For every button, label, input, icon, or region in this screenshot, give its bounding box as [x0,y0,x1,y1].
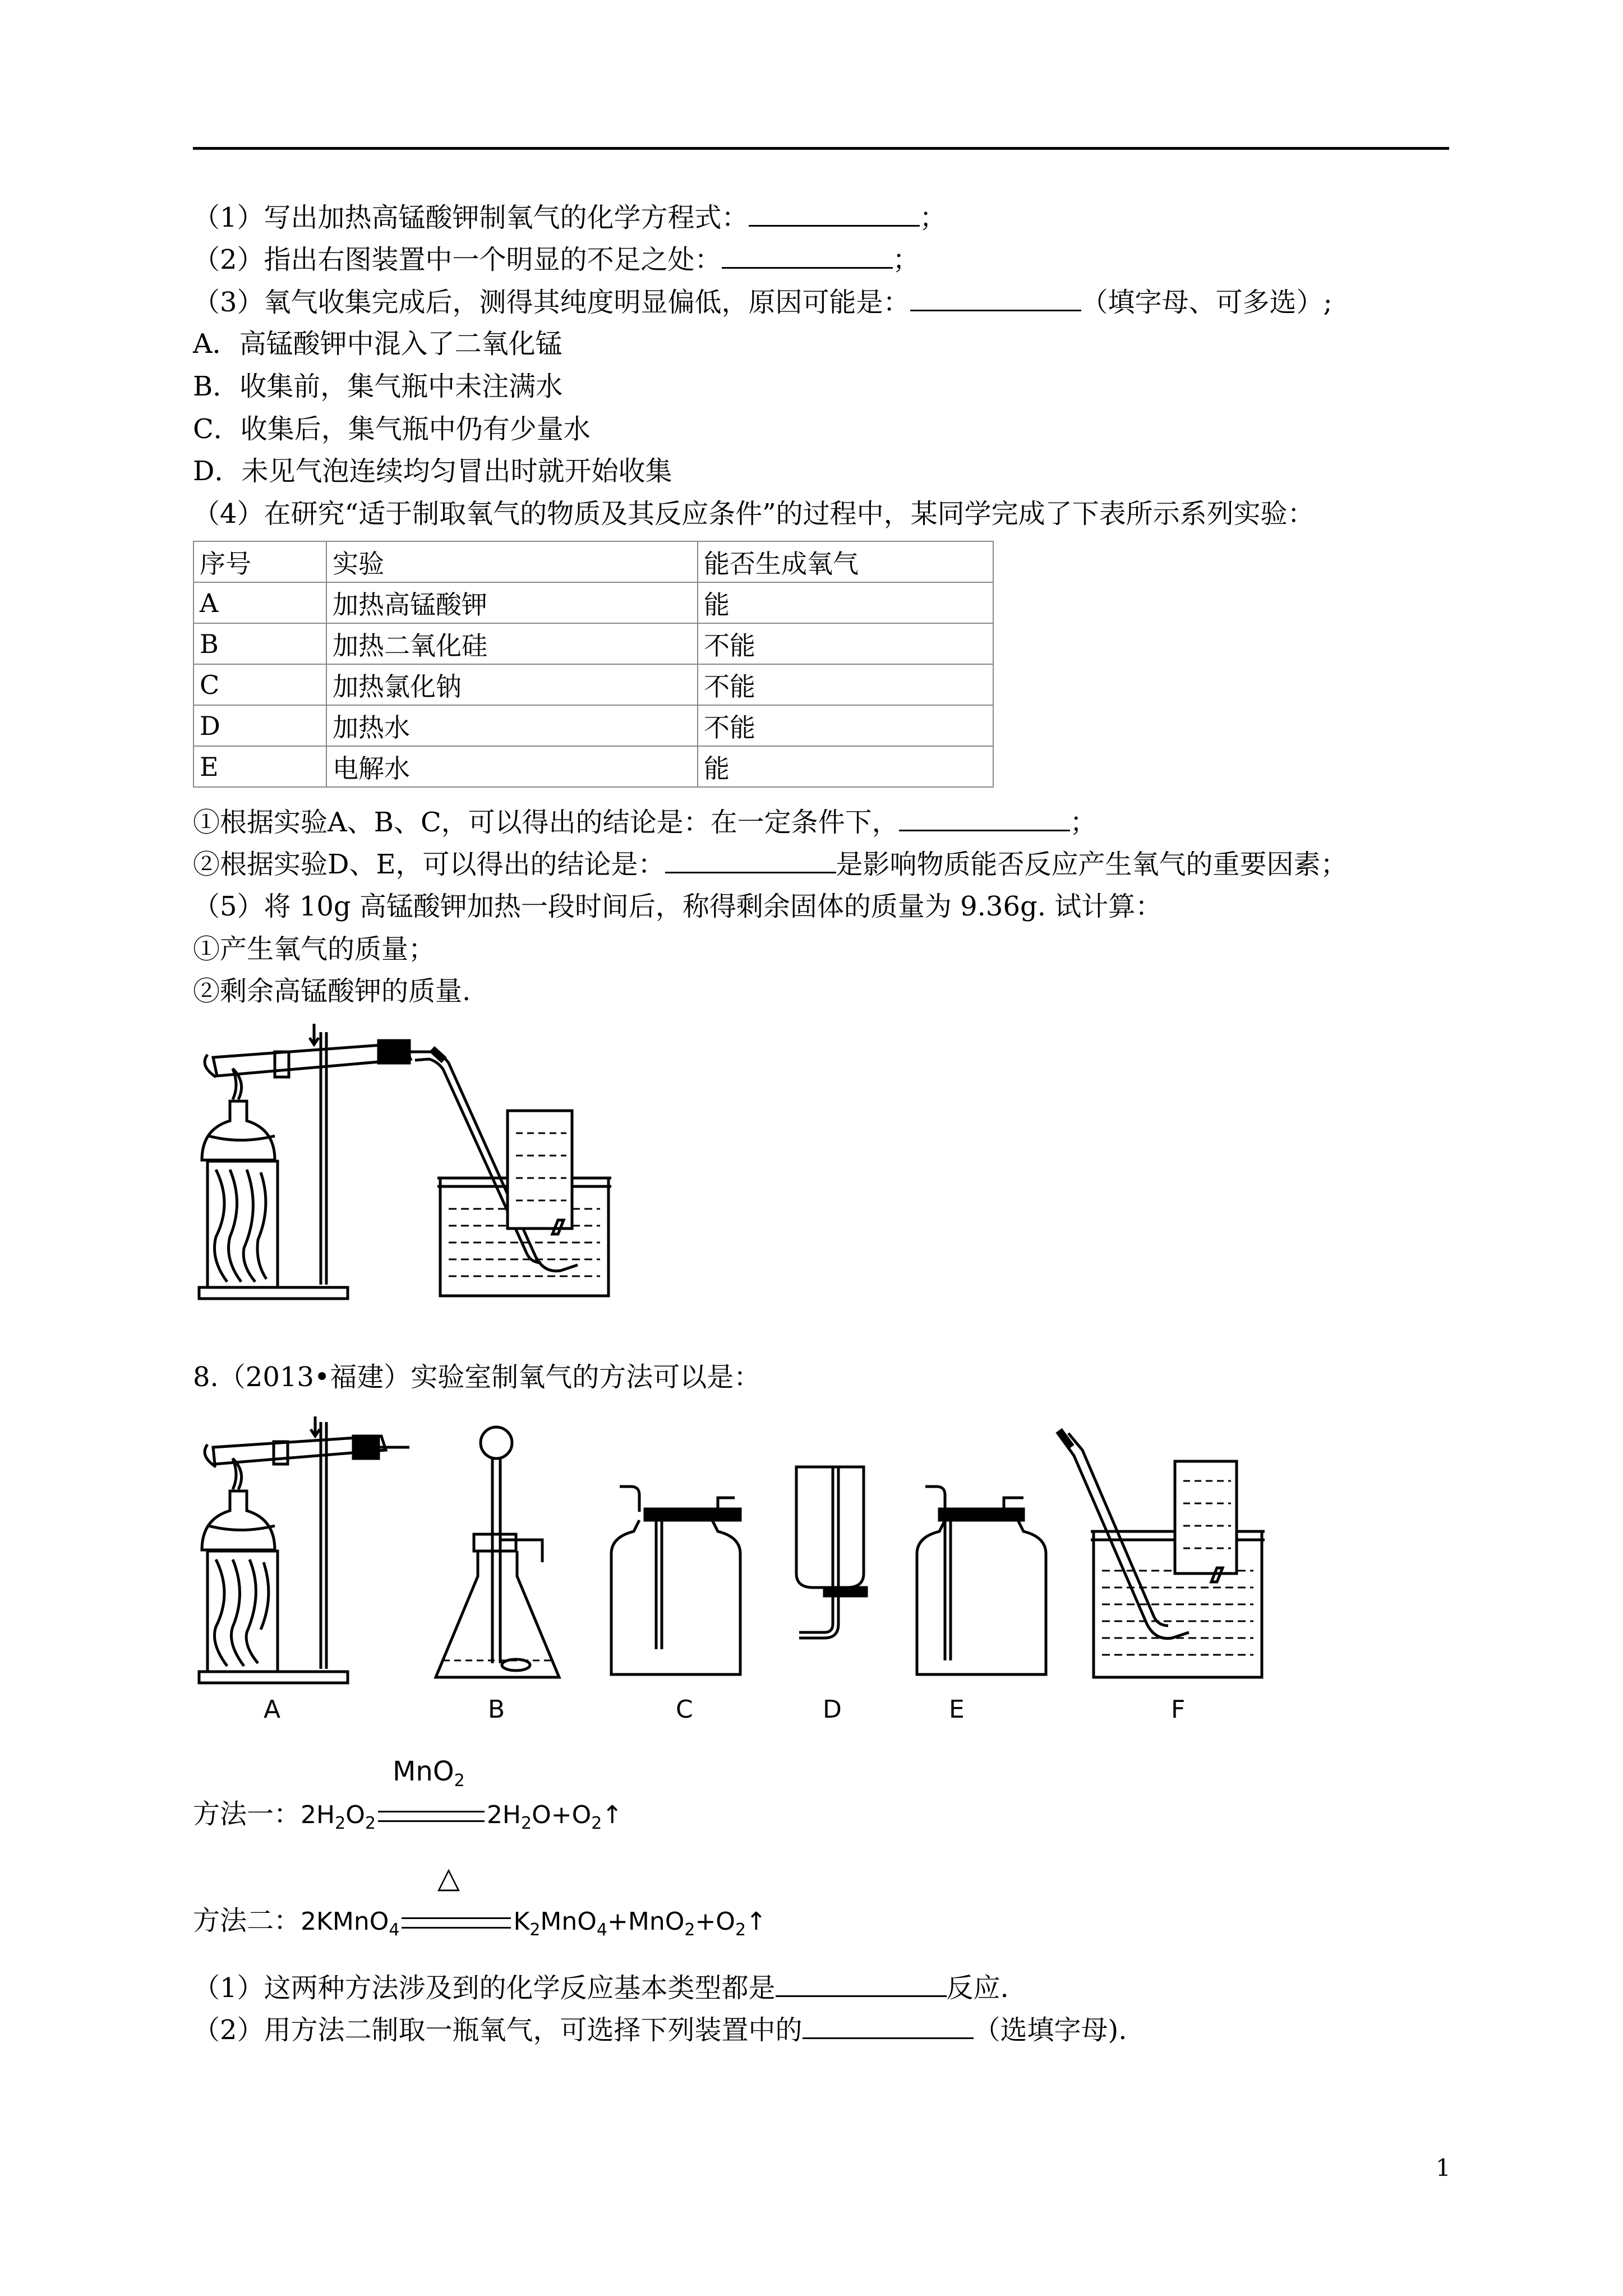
q7-part3: （3）氧气收集完成后，测得其纯度明显偏低，原因可能是： （填字母、可多选）; [193,285,1332,319]
table-cell: B [193,623,326,664]
table-header-row [193,541,993,582]
table-header: 实验 [326,541,698,582]
answer-blank [910,285,1081,311]
table-cell: E [193,746,326,787]
table-cell: D [193,705,326,746]
apparatus-label-a: A [264,1695,281,1724]
table-header: 能否生成氧气 [698,541,993,582]
calc-1: ①产生氧气的质量； [193,933,436,965]
table-cell: 不能 [698,705,993,746]
q7-part5: （5）将 10g 高锰酸钾加热一段时间后，称得剩余固体的质量为 9.36g. 试计算： [193,891,1163,922]
table-cell: 加热氯化钠 [326,664,698,705]
apparatus-label-e: E [949,1695,965,1724]
header-rule [193,147,1449,150]
table-row [193,664,993,705]
q7-apparatus-figure [191,1021,651,1313]
option-b: B．收集前，集气瓶中未注满水 [193,371,563,402]
table-cell: 加热高锰酸钾 [326,582,698,623]
option-d: D．未见气泡连续均匀冒出时就开始收集 [193,455,672,487]
conclusion-2: ②根据实验D、E，可以得出的结论是： 是影响物质能否反应产生氧气的重要因素； [193,847,1348,881]
table-cell: 能 [698,746,993,787]
page-number: 1 [1436,2154,1451,2182]
table-row [193,705,993,746]
q8-title: 8.（2013•福建）实验室制氧气的方法可以是： [193,1361,761,1393]
heat-symbol: △ [437,1861,460,1895]
q8-part2: （2）用方法二制取一瓶氧气，可选择下列装置中的 （选填字母). [193,2013,1127,2047]
reaction-arrow [378,1811,485,1822]
answer-blank [803,2013,974,2039]
table-cell: C [193,664,326,705]
option-c: C．收集后，集气瓶中仍有少量水 [193,413,591,445]
table-header: 序号 [193,541,326,582]
answer-blank [776,1971,947,1997]
answer-blank [899,805,1070,831]
q7-part1: （1）写出加热高锰酸钾制氧气的化学方程式： ； [193,200,947,234]
calc-2: ②剩余高锰酸钾的质量. [193,976,471,1007]
table-row [193,746,993,787]
table-cell: 加热二氧化硅 [326,623,698,664]
table-row [193,623,993,664]
conclusion-1: ①根据实验A、B、C，可以得出的结论是：在一定条件下， ； [193,805,1097,839]
q7-part4: （4）在研究“适于制取氧气的物质及其反应条件”的过程中，某同学完成了下表所示系列实验： [193,498,1315,530]
table-cell: 不能 [698,664,993,705]
table-cell: 能 [698,582,993,623]
answer-blank [749,200,920,227]
reaction-arrow [402,1917,511,1929]
catalyst-label: MnO$_2$ [393,1756,465,1791]
table-cell: 电解水 [326,746,698,787]
q7-part2: （2）指出右图装置中一个明显的不足之处： ； [193,242,920,277]
table-cell: A [193,582,326,623]
apparatus-label-b: B [488,1695,505,1724]
q8-part1: （1）这两种方法涉及到的化学反应基本类型都是 反应. [193,1971,1009,2005]
apparatus-label-d: D [823,1695,842,1724]
option-a: A．高锰酸钾中混入了二氧化锰 [193,328,562,360]
table-row [193,582,993,623]
apparatus-label-c: C [676,1695,693,1724]
method-2-equation: 方法二：2KMnO$_4$ $K_2MnO_4+MnO_2+O_2↑$ [193,1905,767,1940]
q8-apparatus-figure [191,1414,1290,1705]
answer-blank [722,242,893,269]
table-cell: 加热水 [326,705,698,746]
table-cell: 不能 [698,623,993,664]
answer-blank [665,847,836,873]
apparatus-label-f: F [1171,1695,1186,1724]
experiment-table [193,541,994,788]
method-1-equation: 方法一：$2H_2O_2$ $2H_2O+O_2↑$ [193,1798,623,1833]
